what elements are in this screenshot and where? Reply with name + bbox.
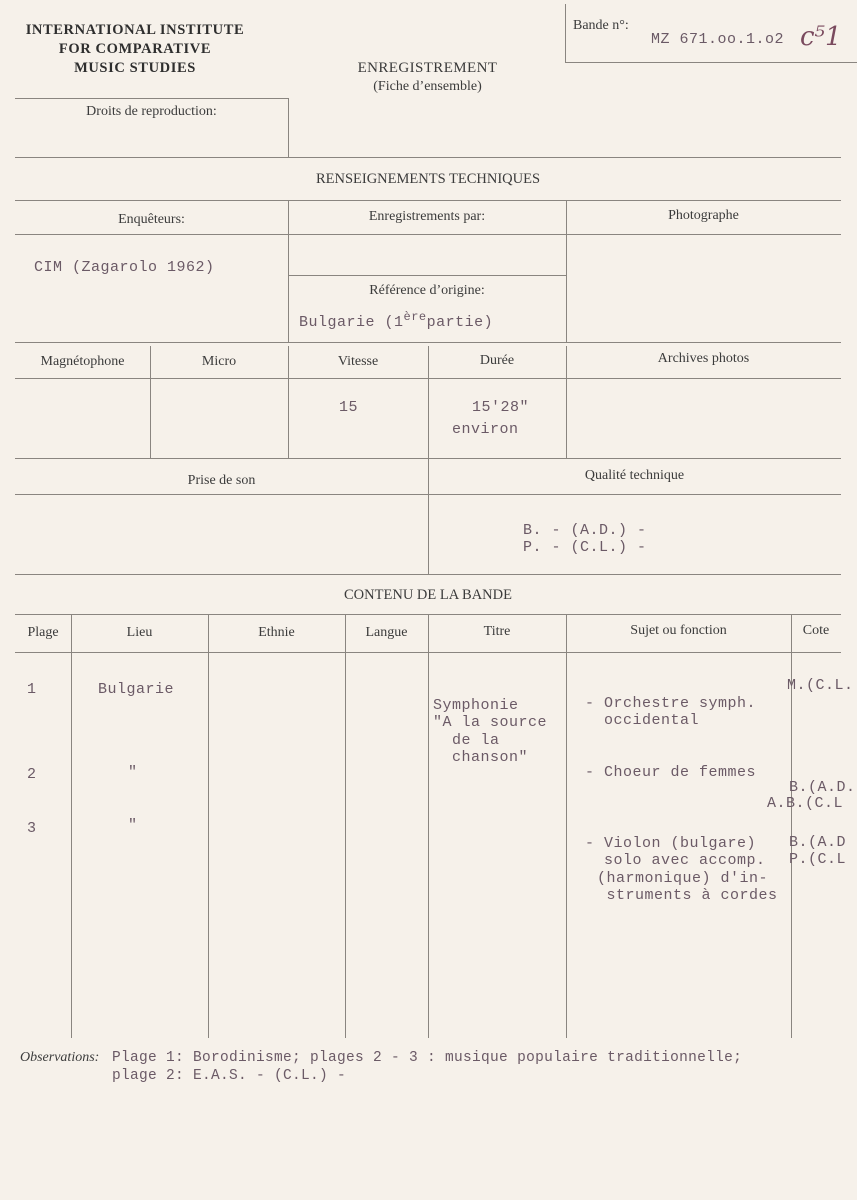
tech-line-7 (15, 574, 841, 575)
row3-cote (789, 817, 846, 868)
tech-vline-a (288, 200, 289, 342)
tech-line-6 (15, 494, 841, 495)
vitesse-label: Vitesse (337, 354, 379, 369)
contents-vline-4 (428, 614, 429, 1038)
row2-sujet: - Choeur de femmes (585, 764, 757, 781)
observations-label: Observations: (20, 1050, 100, 1065)
duree-value-line2: environ (452, 421, 519, 438)
contents-vline-2 (208, 614, 209, 1038)
row3-cote-line1: B.(A.D (789, 834, 847, 851)
row1-titre (433, 679, 547, 767)
institute-line-3: MUSIC STUDIES (74, 60, 196, 76)
bande-label: Bande n°: (573, 18, 629, 33)
contents-vline-3 (345, 614, 346, 1038)
qualite-value-line2: P. - (C.L.) - (523, 539, 647, 556)
archives-label: Archives photos (657, 351, 750, 366)
row3-sujet-line1: - Violon (bulgare) (585, 834, 757, 852)
qualite-value-line1: B. - (A.D.) - (523, 522, 647, 539)
row1-titre-line3: de la (433, 731, 500, 749)
col-header-plage: Plage (27, 625, 59, 640)
row3-plage: 3 (27, 820, 37, 837)
col-header-cote: Cote (802, 623, 830, 638)
row2-lieu: " (128, 764, 138, 781)
enqueteurs-value: CIM (Zagarolo 1962) (34, 259, 215, 276)
row3-cote-line2: P.(C.L (789, 851, 847, 868)
reference-value-tail: partie) (426, 314, 494, 331)
col-header-ethnie: Ethnie (258, 625, 295, 640)
col-header-langue: Langue (365, 625, 408, 640)
row3-lieu: " (128, 817, 138, 834)
row1-sujet-line1: - Orchestre symph. (585, 695, 757, 712)
row1-sujet-line2: occidental (585, 712, 700, 729)
row2-cote-line2: A.B.(C.L (767, 795, 844, 812)
rights-label: Droits de reproduction: (86, 104, 217, 119)
contents-vline-5 (566, 614, 567, 1038)
technical-section-title: RENSEIGNEMENTS TECHNIQUES (315, 171, 541, 187)
row1-sujet (585, 678, 756, 729)
prise-label: Prise de son (187, 473, 256, 488)
rights-top-line (15, 98, 288, 99)
reference-value (299, 310, 493, 331)
bande-handwritten-mark: c⁵1 (800, 22, 842, 52)
row3-sujet-line3: (harmonique) d'in- (597, 869, 769, 887)
reference-label: Référence d’origine: (369, 283, 485, 298)
vitesse-value: 15 (339, 399, 359, 416)
enqueteurs-label: Enquêteurs: (118, 212, 185, 227)
duree-label: Durée (479, 353, 515, 368)
bande-box-bottom (565, 62, 857, 63)
magnetophone-label: Magnétophone (40, 354, 125, 369)
duree-value-line1: 15'28" (472, 399, 530, 416)
institute-name (10, 21, 260, 78)
row3-sujet-line4: struments à cordes (597, 887, 778, 904)
rights-bottom-line (15, 157, 841, 158)
row3-sujet (585, 817, 778, 905)
col-header-sujet: Sujet ou fonction (630, 623, 727, 638)
row2-cote (767, 764, 856, 812)
observations-line2: plage 2: E.A.S. - (C.L.) - (112, 1068, 347, 1084)
row2-cote-line1: B.(A.D. (789, 779, 856, 796)
form-subtitle: (Fiche d’ensemble) (373, 79, 482, 94)
institute-line-2: FOR COMPARATIVE (58, 41, 212, 57)
row1-titre-line1: Symphonie (433, 696, 519, 714)
col-header-titre: Titre (483, 624, 511, 639)
tech-line-3 (15, 342, 841, 343)
row3-sujet-line2: solo avec accomp. (585, 852, 766, 869)
contents-section-title: CONTENU DE LA BANDE (344, 587, 512, 603)
rights-right-line (288, 98, 289, 157)
tech-line-4 (15, 378, 841, 379)
bande-number: MZ 671.oo.1.o2 (651, 31, 785, 48)
reference-value-main: Bulgarie (1 (299, 314, 404, 331)
tech-vline-b (566, 200, 567, 342)
tech-line-1 (15, 200, 841, 201)
micro-label: Micro (201, 354, 237, 369)
reference-top-line (288, 275, 566, 276)
row1-plage: 1 (27, 681, 37, 698)
row1-titre-line4: chanson" (433, 749, 529, 766)
enregistrements-label: Enregistrements par: (368, 209, 486, 224)
row1-lieu: Bulgarie (98, 681, 175, 698)
reference-value-sup: ère (403, 310, 427, 324)
observations-line1: Plage 1: Borodinisme; plages 2 - 3 : musique populaire traditionnelle; (112, 1050, 743, 1066)
photographe-label: Photographe (668, 208, 739, 223)
form-title: ENREGISTREMENT (357, 60, 498, 76)
qualite-label: Qualité technique (584, 468, 685, 483)
row1-titre-line2: "A la source (433, 714, 548, 731)
institute-line-1: INTERNATIONAL INSTITUTE (25, 22, 245, 38)
tech-line-2 (15, 234, 841, 235)
row1-cote: M.(C.L. (787, 677, 854, 694)
contents-vline-1 (71, 614, 72, 1038)
bande-box-left (565, 4, 566, 62)
row2-plage: 2 (27, 766, 37, 783)
col-header-lieu: Lieu (126, 625, 153, 640)
